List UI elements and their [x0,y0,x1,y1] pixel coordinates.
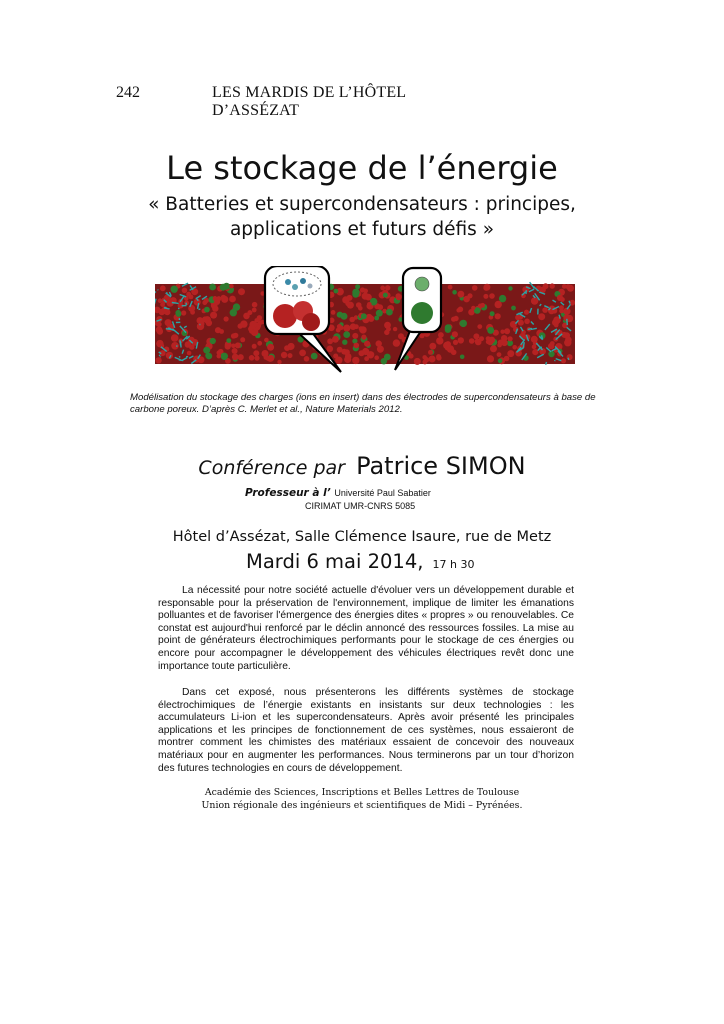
ion-particle [428,350,433,355]
ion-particle [155,357,161,363]
ion-particle [548,351,554,357]
ion-particle [561,358,566,363]
carbon-bond [186,303,187,305]
ion-particle [460,320,467,327]
ion-particle [181,310,186,315]
ion-particle [393,327,397,331]
ion-particle [365,341,370,346]
ion-particle [249,355,255,361]
ion-particle [361,313,367,319]
ion-particle [565,337,572,344]
carbon-bond [179,357,180,358]
ion-particle [443,342,450,349]
ion-particle [453,340,458,345]
ion-particle [342,296,349,303]
ion-particle [264,338,269,343]
ion-particle [299,350,306,357]
carbon-bond [159,355,160,356]
ion-particle [458,337,464,343]
ion-particle [359,326,366,333]
subtitle-line-1: « Batteries et supercondensateurs : principes, [148,194,576,215]
ion-particle [343,325,350,332]
ion-particle [490,311,495,316]
running-title: LES MARDIS DE L’HÔTEL D’ASSÉZAT [212,84,406,119]
ion-particle [511,306,516,311]
ion-particle [566,284,571,289]
ion-particle [220,284,227,291]
ion-particle [156,322,161,327]
ion-particle [352,333,358,339]
ion-particle [163,309,168,314]
ion-particle [423,360,428,365]
ion-particle [354,324,359,329]
ion-particle [203,347,210,354]
figure-caption: Modélisation du stockage des charges (ions en insert) dans des électrodes de supercondensateurs à base de carbone poreux. D’après C. Merlet et al., Nature Materials 2012. [130,392,596,415]
solvent-atom [285,279,291,285]
page-title: Le stockage de l’énergie [166,149,558,187]
ion-particle [384,330,389,335]
ion-particle [254,318,259,323]
ion-particle [240,320,247,327]
ion-particle [396,293,402,299]
ion-particle [277,360,281,364]
ion-particle [226,338,231,343]
ion-particle [497,343,502,348]
ion-particle [343,331,350,338]
ion-particle [221,353,228,360]
ion-particle [332,336,339,343]
ion-particle [501,335,507,341]
solvent-atom [292,284,298,290]
ion-particle [257,341,262,346]
carbon-bond [568,358,569,360]
body-paragraph-2: Dans cet exposé, nous présenterons les différents systèmes de stockage électrochimiques de l’énergie existants en insistants sur deux technologies : les accumulateurs Li-ion et les supercondensateurs. Après avoir présenté les principales applications et les principes de fonctionnement de ces systèmes, nous essaieront de montrer comment les chimistes des matériaux essaient de concevoir des nouveaux matériaux pour en augmenter les performances. Nous terminerons par un tour d’horizon des futures technologies en cours de développement. [158,687,574,774]
ion-particle [175,310,181,316]
ion-particle [238,288,245,295]
ion-particle [240,337,245,342]
ion-particle [187,351,192,356]
anion-structure [415,277,429,291]
ion-particle [304,356,310,362]
ion-particle [487,355,494,362]
carbon-bond [177,345,178,346]
ion-particle [253,350,259,356]
ion-particle [376,310,383,317]
ion-particle [337,324,342,329]
ion-particle [342,340,347,345]
ion-particle [531,336,538,343]
ion-particle [374,355,379,360]
conference-prefix: Conférence par [198,457,345,479]
ion-particle [252,302,258,308]
footer-line-1: Académie des Sciences, Inscriptions et Belles Lettres de Toulouse [204,787,520,798]
ion-particle [288,343,295,350]
ion-particle [487,339,493,345]
ion-particle [171,334,179,342]
ion-particle [221,296,228,303]
venue: Hôtel d’Assézat, Salle Clémence Isaure, rue de Metz [172,529,552,545]
ion-particle [452,290,457,295]
ion-particle [383,293,388,298]
ion-particle [429,356,436,363]
simulation-figure [155,266,575,384]
ion-particle [384,322,391,329]
ion-particle [354,343,360,349]
ion-particle [495,313,501,319]
ion-particle [498,359,503,364]
ion-particle [508,286,512,290]
ion-particle [230,309,237,316]
ion-particle [507,350,514,357]
ion-particle [386,309,393,316]
ion-particle [341,349,347,355]
speaker-name: Patrice SIMON [356,452,526,480]
page-number: 242 [116,84,140,101]
ion-particle [512,345,517,350]
conference-line [0,452,724,480]
ion-particle [238,354,244,360]
ion-particle [380,286,385,291]
ion-particle [358,306,363,311]
ion-particle [384,354,391,361]
ion-particle [378,348,383,353]
ion-particle [448,285,453,290]
ion-particle [489,293,495,299]
ion-particle [542,307,548,313]
ion-particle [467,293,472,298]
ion-particle [210,338,216,344]
supercapacitor-simulation-image [155,266,575,384]
ion-particle [331,310,336,315]
ion-particle [436,337,443,344]
ion-particle [209,284,216,291]
ion-particle [224,316,229,321]
ion-particle [202,300,207,305]
ion-particle [510,321,517,328]
ion-particle [352,357,359,364]
ion-particle [458,291,465,298]
ion-particle [393,339,400,346]
carbon-bond [567,319,568,325]
ion-particle [524,319,530,325]
date-line [246,550,475,573]
cation-atom [302,313,320,331]
ion-particle [538,313,545,320]
ion-particle [249,329,254,334]
ion-particle [561,332,567,338]
ion-particle [349,317,355,323]
ion-particle [376,340,382,346]
ion-particle [262,350,269,357]
ion-particle [171,286,178,293]
ion-particle [281,352,287,358]
ion-particle [483,294,488,299]
ion-particle [495,301,502,308]
speaker-institution: Université Paul Sabatier [334,488,431,498]
ion-particle [475,339,480,344]
ion-particle [345,353,352,360]
ion-particle [232,354,239,361]
ion-particle [182,288,188,294]
ion-particle [204,307,210,313]
ion-particle [352,291,359,298]
ion-particle [453,316,458,321]
ion-particle [452,331,458,337]
ion-particle [355,284,360,289]
ion-particle [552,319,559,326]
ion-particle [214,299,220,305]
carbon-bond [523,342,524,348]
ion-particle [504,328,510,334]
ion-particle [548,343,554,349]
ion-particle [327,338,333,344]
ion-particle [490,345,497,352]
ion-particle [267,344,274,351]
ion-particle [359,350,365,356]
ion-particle [469,338,475,344]
solvent-atom [300,278,306,284]
ion-particle [232,348,238,354]
ion-particle [499,295,506,302]
subtitle [0,192,724,242]
ion-particle [531,297,538,304]
ion-particle [186,292,191,297]
ion-particle [557,295,563,301]
ion-particle [473,333,479,339]
ion-particle [460,355,465,360]
ion-particle [471,306,475,310]
ion-particle [524,310,529,315]
ion-particle [267,355,274,362]
event-time: 17 h 30 [432,558,475,571]
solvent-atom [308,284,313,289]
ion-particle [361,335,366,340]
ion-particle [445,324,452,331]
ion-particle [188,305,195,312]
ion-particle [567,354,573,360]
ion-particle [472,285,478,291]
ion-particle [438,332,444,338]
ion-particle [504,356,510,362]
ion-particle [288,353,293,358]
ion-particle [508,336,513,341]
ion-particle [197,323,204,330]
ion-particle [484,284,491,291]
ion-particle [550,283,555,288]
footer [0,786,724,812]
ion-particle [217,354,222,359]
ion-particle [429,343,436,350]
ion-particle [232,333,237,338]
ion-particle [458,307,464,313]
ion-particle [247,310,252,315]
ion-particle [539,348,546,355]
ion-particle [368,316,374,322]
ion-particle [414,358,421,365]
ion-particle [327,346,334,353]
carbon-bond [166,329,172,330]
ion-particle [160,285,166,291]
ion-particle [335,357,342,364]
speaker-lab: CIRIMAT UMR-CNRS 5085 [305,501,416,511]
ion-particle [157,328,163,334]
body-paragraph-1: La nécessité pour notre société actuelle d'évoluer vers un développement durable et responsable pour la préservation de l'environnement, implique de limiter les émanations polluantes et de favoriser l'émergence des énergies dites « propres » ou renouvelables. Ce constat est aujourd'hui renforcé par le déclin annoncé des ressources fossiles. La mise au point de générateurs électrochimiques performants pour le stockage de ces énergies ou encore pour accompagner le développement des véhicules électriques revêt donc une importance toute particulière. [158,585,574,672]
ion-particle [229,296,236,303]
ion-particle [235,342,241,348]
ion-particle [219,329,224,334]
carbon-bond [546,362,547,365]
ion-particle [252,344,257,349]
speaker-role: Professeur à l’ [245,487,331,499]
subtitle-line-2: applications et futurs défis » [229,219,495,240]
ion-particle [363,289,368,294]
cation-atom [273,304,297,328]
ion-particle [477,324,482,329]
footer-line-2: Union régionale des ingénieurs et scientifiques de Midi – Pyrénées. [201,800,523,811]
ion-particle [254,356,259,361]
ion-particle [206,320,212,326]
anion-atom [411,302,433,324]
speaker-affiliation [245,487,431,499]
ion-particle [367,302,372,307]
running-header [116,84,496,119]
ion-particle [205,353,210,358]
ion-particle [229,284,233,288]
carbon-bond [180,340,181,345]
ion-particle [341,313,348,320]
ion-particle [311,353,318,360]
carbon-bond [172,303,179,304]
event-date: Mardi 6 mai 2014, [246,550,424,573]
ion-particle [364,356,369,361]
ion-particle [334,289,339,294]
ion-particle [252,308,257,313]
ion-particle [436,355,441,360]
ion-particle [210,312,217,319]
ion-particle [497,352,502,357]
ion-particle [559,309,564,314]
ion-particle [487,327,494,334]
